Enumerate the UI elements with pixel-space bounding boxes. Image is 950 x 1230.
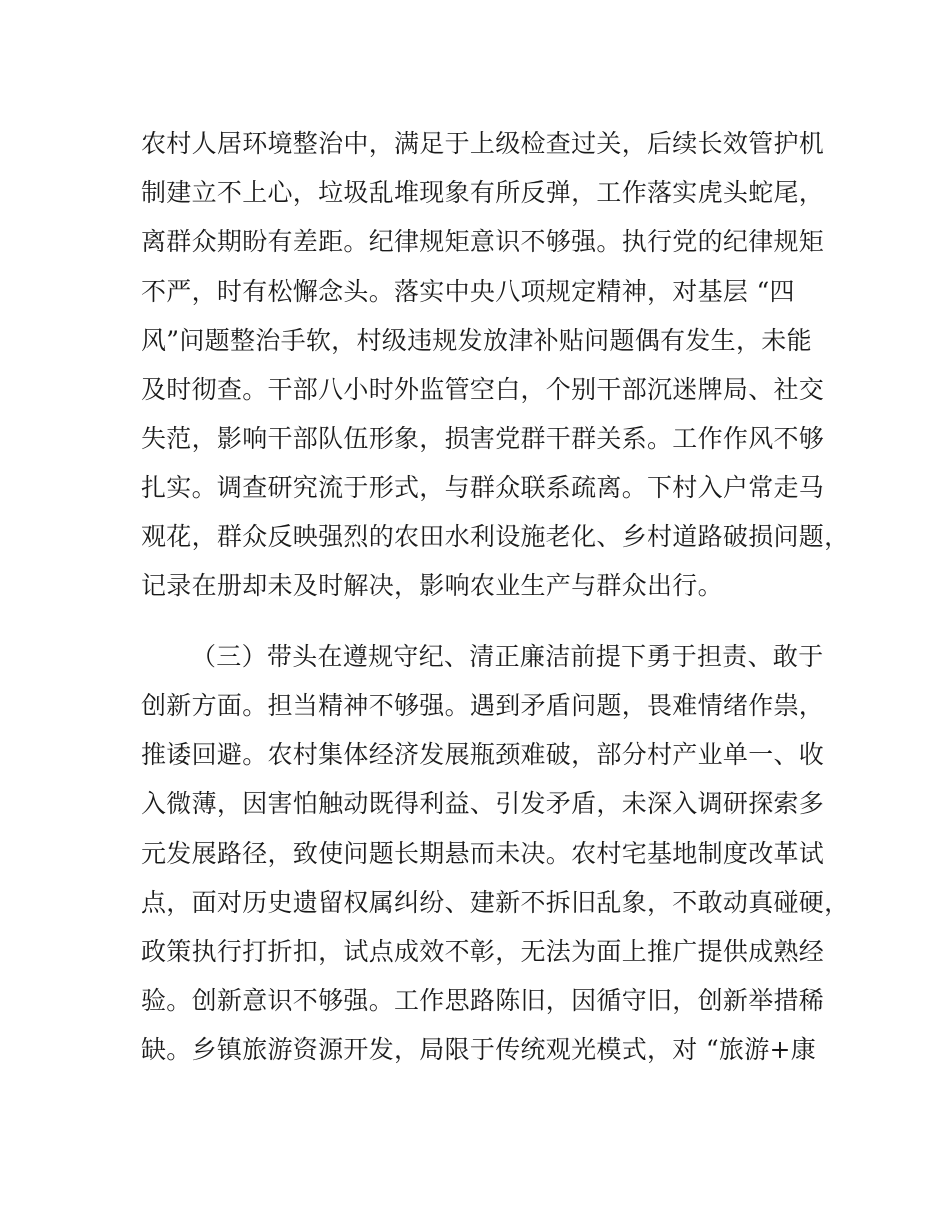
paragraph-2-line: 元发展路径，致使问题长期悬而未决。农村宅基地制度改革试 bbox=[141, 839, 825, 868]
paragraph-2-line: 验。创新意识不够强。工作思路陈旧，因循守旧，创新举措稀 bbox=[141, 986, 825, 1015]
paragraph-2-line: 入微薄，因害怕触动既得利益、引发矛盾，未深入调研探索多 bbox=[141, 789, 825, 818]
paragraph-2-line: 缺。乡镇旅游资源开发，局限于传统观光模式，对 “旅游+康 bbox=[141, 1035, 817, 1064]
paragraph-1-line: 记录在册却未及时解决，影响农业生产与群众出行。 bbox=[141, 571, 723, 600]
paragraph-1-line: 不严，时有松懈念头。落实中央八项规定精神，对基层 “四 bbox=[141, 277, 795, 306]
paragraph-2-line: 点，面对历史遗留权属纠纷、建新不拆旧乱象，不敢动真碰硬， bbox=[141, 888, 850, 917]
paragraph-1-line: 及时彻查。干部八小时外监管空白，个别干部沉迷牌局、社交 bbox=[141, 375, 825, 404]
paragraph-1-line: 风”问题整治手软，村级违规发放津补贴问题偶有发生，未能 bbox=[141, 326, 812, 355]
paragraph-1-line: 扎实。调查研究流于形式，与群众联系疏离。下村入户常走马 bbox=[141, 473, 825, 502]
paragraph-1-line: 观花，群众反映强烈的农田水利设施老化、乡村道路破损问题， bbox=[141, 522, 850, 551]
paragraph-1-line: 农村人居环境整治中，满足于上级检查过关，后续长效管护机 bbox=[141, 129, 825, 158]
paragraph-2-line: 创新方面。担当精神不够强。遇到矛盾问题，畏难情绪作祟， bbox=[141, 691, 825, 720]
paragraph-1-line: 制建立不上心，垃圾乱堆现象有所反弹，工作落实虎头蛇尾， bbox=[141, 178, 825, 207]
paragraph-1-line: 离群众期盼有差距。纪律规矩意识不够强。执行党的纪律规矩 bbox=[141, 227, 825, 256]
paragraph-2-line: 推诿回避。农村集体经济发展瓶颈难破，部分村产业单一、收 bbox=[141, 740, 825, 769]
paragraph-2-line: （三）带头在遵规守纪、清正廉洁前提下勇于担责、敢于 bbox=[191, 642, 824, 671]
paragraph-1-line: 失范，影响干部队伍形象，损害党群干群关系。工作作风不够 bbox=[141, 424, 825, 453]
paragraph-2-line: 政策执行打折扣，试点成效不彰，无法为面上推广提供成熟经 bbox=[141, 937, 825, 966]
